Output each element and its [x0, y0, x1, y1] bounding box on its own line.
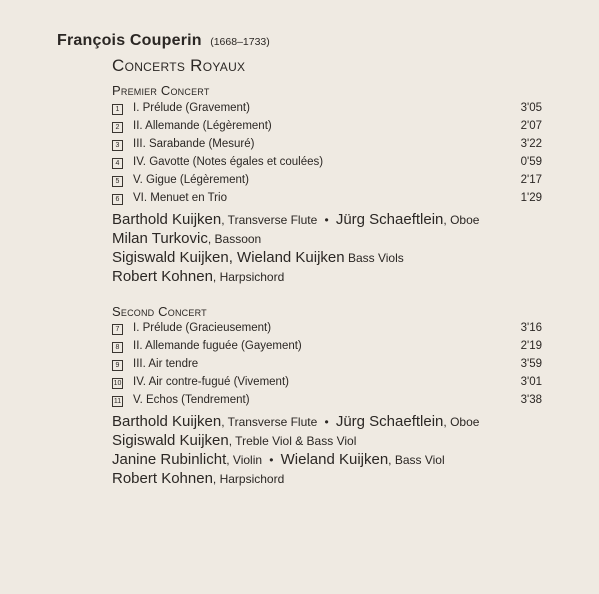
- track-duration: 3'16: [520, 322, 542, 334]
- performer-name: Milan Turkovic: [112, 230, 208, 247]
- performer-line: [112, 249, 404, 266]
- track-number: 1: [112, 104, 123, 115]
- track-duration: 1'29: [520, 192, 542, 204]
- performer-name: Robert Kohnen: [112, 268, 213, 285]
- performer-name: Jürg Schaeftlein: [335, 211, 444, 228]
- track-number: 11: [113, 398, 122, 405]
- track-title: III. Sarabande (Mesuré): [133, 138, 255, 150]
- composer-name: François Couperin: [57, 32, 202, 49]
- track-title: IV. Air contre-fugué (Vivement): [133, 376, 289, 388]
- track-title: IV. Gavotte (Notes égales et coulées): [133, 156, 324, 168]
- track-title: VI. Menuet en Trio: [133, 192, 227, 204]
- performer-instrument: , Violin: [226, 453, 263, 467]
- performer-line: [112, 413, 479, 430]
- track-row: [112, 156, 542, 172]
- track-duration: 2'17: [520, 174, 542, 186]
- performer-name: Robert Kohnen: [112, 470, 213, 487]
- performer-instrument: , Transverse Flute: [221, 415, 318, 429]
- track-number: 9: [112, 360, 123, 371]
- track-duration: 0'59: [520, 156, 542, 168]
- bullet-separator: •: [324, 415, 329, 429]
- track-row: [112, 174, 542, 190]
- track-title: II. Allemande fuguée (Gayement): [133, 340, 302, 352]
- track-number: 5: [112, 176, 123, 187]
- performer-instrument: , Harpsichord: [212, 270, 285, 284]
- track-duration: 3'01: [520, 376, 542, 388]
- performer-name: Barthold Kuijken: [112, 211, 222, 228]
- performer-instrument: , Bassoon: [207, 232, 262, 246]
- bullet-separator: •: [324, 213, 329, 227]
- track-title: V. Echos (Tendrement): [133, 394, 250, 406]
- track-row: [112, 358, 542, 374]
- track-number: 7: [112, 324, 123, 335]
- track-number: 4: [112, 158, 123, 169]
- track-number: 2: [112, 122, 123, 133]
- performer-name: Barthold Kuijken: [112, 413, 222, 430]
- performer-name: Sigiswald Kuijken: [112, 432, 229, 449]
- track-row: [112, 394, 542, 410]
- performer-instrument: , Oboe: [443, 213, 480, 227]
- performer-instrument: , Bass Viol: [388, 453, 445, 467]
- bullet-separator: •: [269, 453, 274, 467]
- track-title: I. Prélude (Gravement): [133, 102, 250, 114]
- track-duration: 3'05: [520, 102, 542, 114]
- track-duration: 2'07: [520, 120, 542, 132]
- track-title: III. Air tendre: [133, 358, 199, 370]
- composer-dates: (1668–1733): [210, 36, 270, 48]
- album-title: Concerts Royaux: [112, 56, 246, 75]
- track-number: 10: [113, 380, 122, 387]
- performer-name: Janine Rubinlicht: [112, 451, 227, 468]
- track-number: 3: [112, 140, 123, 151]
- track-number: 6: [112, 194, 123, 205]
- track-duration: 3'38: [520, 394, 542, 406]
- track-row: [112, 322, 542, 338]
- track-title: V. Gigue (Légèrement): [133, 174, 249, 186]
- track-number: 8: [112, 342, 123, 353]
- performer-instrument: Bass Viols: [344, 251, 404, 265]
- track-row: [112, 192, 542, 208]
- performer-instrument: , Oboe: [443, 415, 480, 429]
- performer-name: Sigiswald Kuijken, Wieland Kuijken: [112, 249, 345, 266]
- performer-line: [112, 451, 445, 468]
- performer-line: [112, 211, 479, 228]
- performer-instrument: , Transverse Flute: [221, 213, 318, 227]
- performer-line: [112, 432, 356, 449]
- track-duration: 2'19: [520, 340, 542, 352]
- track-row: [112, 340, 542, 356]
- concert-heading: Premier Concert: [112, 83, 210, 98]
- track-duration: 3'59: [520, 358, 542, 370]
- concert-heading: Second Concert: [112, 304, 207, 319]
- track-row: [112, 102, 542, 118]
- composer-line: [57, 32, 270, 50]
- performer-name: Wieland Kuijken: [280, 451, 389, 468]
- performer-instrument: , Harpsichord: [212, 472, 285, 486]
- track-row: [112, 376, 542, 392]
- performer-line: [112, 230, 261, 247]
- track-title: I. Prélude (Gracieusement): [133, 322, 272, 334]
- track-duration: 3'22: [520, 138, 542, 150]
- track-row: [112, 120, 542, 136]
- performer-instrument: , Treble Viol & Bass Viol: [228, 434, 357, 448]
- performer-name: Jürg Schaeftlein: [335, 413, 444, 430]
- performer-line: [112, 268, 284, 285]
- performer-line: [112, 470, 284, 487]
- track-title: II. Allemande (Légèrement): [133, 120, 272, 132]
- track-row: [112, 138, 542, 154]
